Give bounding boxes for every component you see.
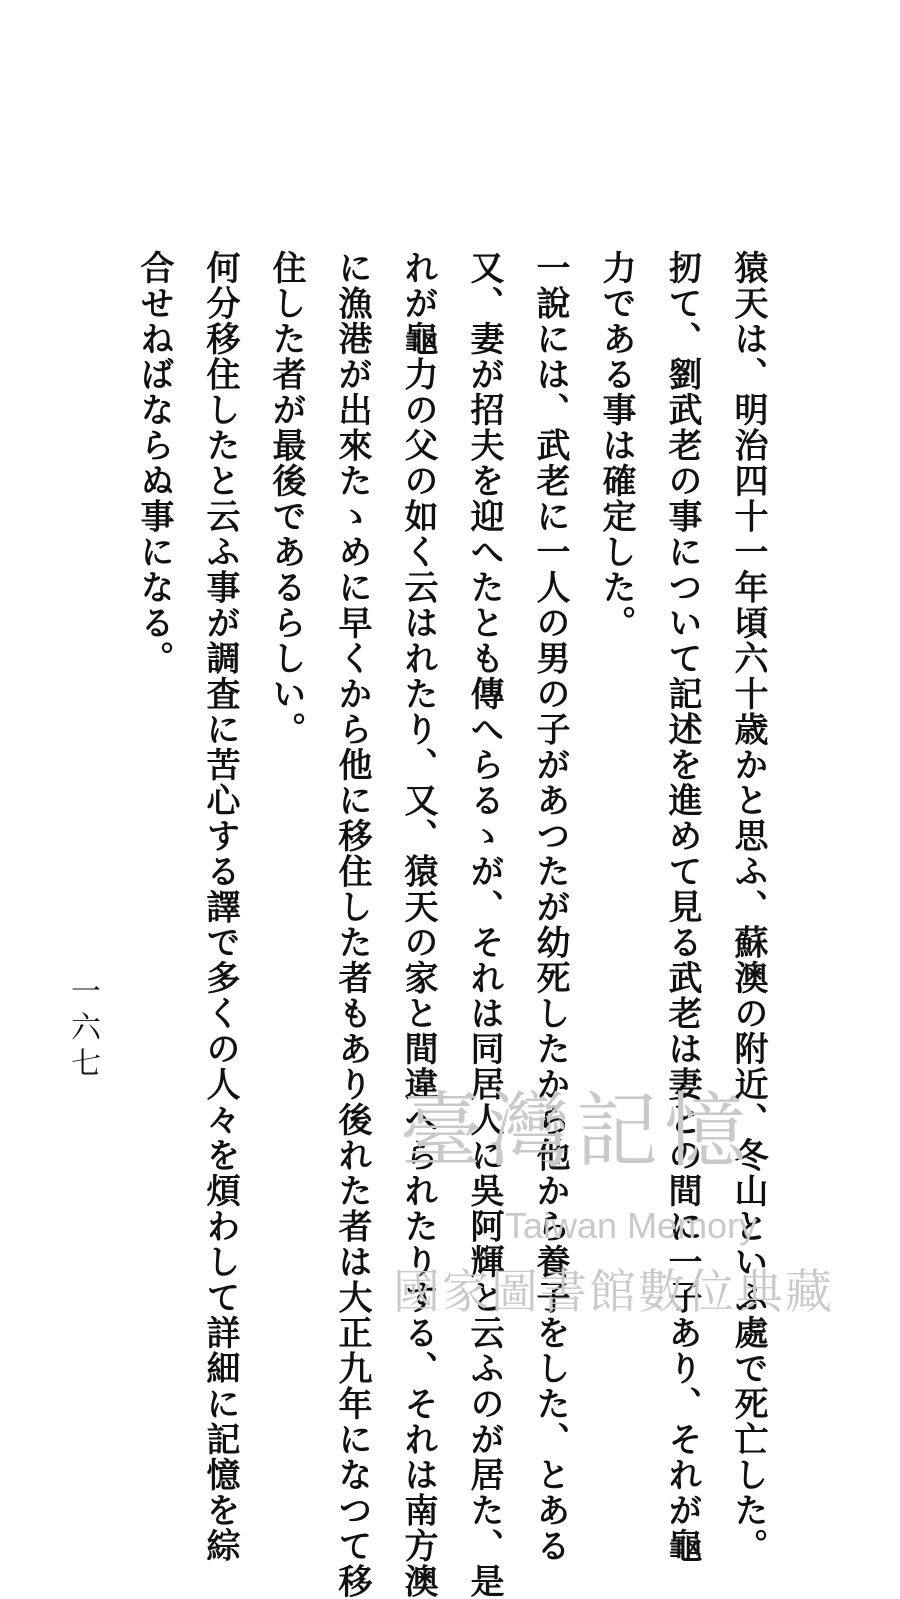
text-column-8: 住した者が最後であるらしい。	[266, 250, 306, 747]
watermark-subtitle: 國家圖書館數位典藏	[393, 1265, 834, 1320]
page-number: 一六七	[65, 975, 100, 1083]
text-column-9: 何分移住したと云ふ事が調査に苦心する譯で多くの人々を煩わして詳細に記憶を綜	[200, 250, 240, 1564]
text-column-1: 猿天は、明治四十一年頃六十歳かと思ふ、蘇澳の附近、冬山といふ處で死亡した。	[728, 250, 768, 1564]
watermark-english: Taiwan Memory	[505, 1205, 758, 1246]
watermark-chinese: 臺灣記憶	[400, 1084, 753, 1179]
text-column-5: 又、妻が招夫を迎へたとも傳へらるゝが、それは同居人に吳阿輝と云ふのが居た、是	[464, 250, 504, 1599]
text-column-4: 一說には、武老に一人の男の子があつたが幼死したから他から養子をした、とある	[530, 250, 570, 1564]
text-column-2: 扨て、劉武老の事について記述を進めて見る武老は妻との間に一子あり、それが龜	[662, 250, 702, 1564]
text-column-3: 力である事は確定した。	[596, 250, 636, 641]
text-column-6: れが龜力の父の如く云はれたり、又、猿天の家と間違へられたりする、それは南方澳	[398, 250, 438, 1599]
text-column-7: に漁港が出來たゝめに早くから他に移住した者もあり後れた者は大正九年になつて移	[332, 250, 372, 1599]
text-column-10: 合せねばならぬ事になる。	[134, 250, 174, 676]
